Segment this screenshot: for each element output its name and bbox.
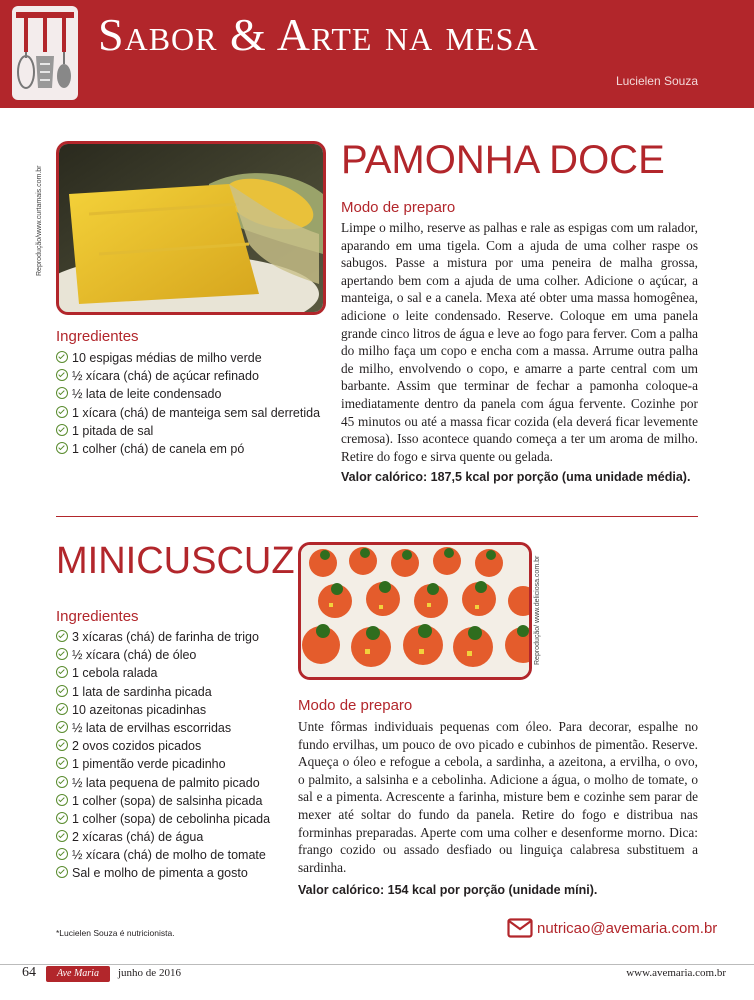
section-divider [56,516,698,517]
recipe-title-minicuscuz: MINICUSCUZ [56,540,295,582]
check-icon [56,369,68,381]
check-icon [56,666,68,678]
kitchen-utensils-icon [12,6,78,100]
website[interactable]: www.avemaria.com.br [626,967,726,979]
ingredient-text: 10 azeitonas picadinhas [72,702,207,717]
ingredient-text: ½ xícara (chá) de açúcar refinado [72,369,259,384]
method-heading-1: Modo de preparo [341,199,456,216]
ingredient-text: ½ lata pequena de palmito picado [72,775,260,790]
check-icon [56,721,68,733]
ingredient-item [56,810,270,828]
photo-credit-2: Reprodução/ www.deliciosa.com.br [534,555,541,665]
check-icon [56,794,68,806]
method-text-2: Unte fôrmas individuais pequenas com óleo. Para decorar, espalhe no fundo ervilhas, um pouco de ovo picado e cubinhos de pimentão. Reserve. Aqueça o óleo e refogue a cebola, a sardinha, a azeitona, a ervilha, o ovo, o palmito, a salsinha e a cebolinha. Adicione a água, o molho de tomate, o sal e a pimenta. Acrescente a farinha, misture bem e cozinhe sem parar de mexer até soltar do fundo da panela. Retire do fogo e distribua nas forminhas preparadas. Aperte com uma colher e desenforme morno. Dica: frango cozido ou assado desfiado ou linguiça calabresa substituem a sardinha. [298,719,698,875]
check-icon [56,848,68,860]
check-icon [56,406,68,418]
ingredient-item [56,755,270,773]
ingredient-text: 1 pitada de sal [72,423,154,438]
ingredient-text: 1 xícara (chá) de manteiga sem sal derretida [72,405,321,420]
ingredient-text: 1 colher (sopa) de cebolinha picada [72,811,271,826]
ingredient-text: 1 lata de sardinha picada [72,684,212,699]
calories-1: Valor calórico: 187,5 kcal por porção (uma unidade média). [341,470,691,484]
check-icon [56,685,68,697]
email-contact[interactable] [507,918,717,938]
check-icon [56,739,68,751]
ingredient-item [56,664,270,682]
ingredient-text: 10 espigas médias de milho verde [72,351,262,365]
page-number: 64 [22,965,36,980]
ingredient-item [56,864,270,882]
ingredient-item [56,701,270,719]
ingredient-text: ½ xícara (chá) de óleo [72,648,197,663]
pamonha-photo [56,141,326,315]
check-icon [56,703,68,715]
section-title: Sabor & Arte na mesa [98,9,539,60]
check-icon [56,830,68,842]
ingredient-text: 1 cebola ralada [72,666,158,681]
check-icon [56,387,68,399]
ingredient-text: 1 pimentão verde picadinho [72,757,226,772]
check-icon [56,442,68,454]
ingredient-item [56,404,320,422]
ingredient-item [56,422,320,440]
ingredient-text: 1 colher (chá) de canela em pó [72,441,245,456]
ingredient-item [56,846,270,864]
header-banner [0,0,754,108]
method-text-1: Limpe o milho, reserve as palhas e rale as espigas com um ralador, aparando em uma tigela. Com a ajuda de uma colher raspe os sabugos. Passe a mistura por uma peneira de malha grossa, apertando bem com a ajuda de uma colher. Adicione o açúcar, a manteiga, o sal e a canela. Mexa até obter uma massa homogênea, adicione o leite condensado. Reserve. Coloque em uma panela grande cinco litros de água e leve ao fogo para ferver. Com a palha do milho faça um copo e encha com a massa. Arrume outra palha de milho, envolvendo o copo, e amarre a parte central com um barbante. Assim que terminar de fechar a pamonha coloque-a imediatamente dentro da panela com água fervente. Cozinhe por 45 minutos ou até a massa ficar cozida (ela deverá ficar levemente cremosa). Isso acontece quando começa a ter um aroma de milho. Retire do fogo e sirva quente ou gelada. [341,220,698,464]
ingredients-list-2 [56,628,270,883]
calories-2: Valor calórico: 154 kcal por porção (unidade míni). [298,883,598,897]
ingredient-text: ½ lata de leite condensado [72,387,222,402]
ingredient-text: Sal e molho de pimenta a gosto [72,866,248,881]
ingredient-text: ½ lata de ervilhas escorridas [72,720,232,735]
ingredient-text: 2 ovos cozidos picados [72,739,202,754]
check-icon [56,812,68,824]
minicuscuz-photo [298,542,532,680]
ingredient-item [56,646,270,664]
recipe-title-pamonha: PAMONHA DOCE [341,138,665,182]
footnote: *Lucielen Souza é nutricionista. [56,928,175,938]
check-icon [56,630,68,642]
footer-divider [0,964,754,965]
ingredients-list-1 [56,349,320,458]
ingredient-item [56,774,270,792]
check-icon [56,648,68,660]
ingredient-item [56,737,270,755]
ingredient-text: 2 xícaras (chá) de água [72,830,204,845]
photo-credit-1: Reprodução/www.curtamais.com.br [36,165,43,276]
issue-date: junho de 2016 [118,967,181,979]
ingredients-heading-1: Ingredientes [56,328,139,345]
magazine-logo: Ave Maria [46,966,110,982]
ingredient-item [56,792,270,810]
author-name: Lucielen Souza [615,74,698,88]
check-icon [56,866,68,878]
method-heading-2: Modo de preparo [298,697,413,714]
ingredient-item [56,828,270,846]
email-address[interactable]: nutricao@avemaria.com.br [537,919,718,937]
check-icon [56,351,68,363]
envelope-icon [507,918,533,938]
ingredient-item [56,628,270,646]
check-icon [56,776,68,788]
ingredient-text: ½ xícara (chá) de molho de tomate [72,848,266,863]
ingredients-heading-2: Ingredientes [56,608,139,625]
ingredient-item [56,367,320,385]
ingredient-item [56,385,320,403]
ingredient-text: 1 colher (sopa) de salsinha picada [72,793,263,808]
ingredient-item [56,440,320,458]
check-icon [56,424,68,436]
check-icon [56,757,68,769]
ingredient-item [56,349,320,367]
ingredient-item [56,683,270,701]
ingredient-text: 3 xícaras (chá) de farinha de trigo [72,630,259,644]
ingredient-item [56,719,270,737]
